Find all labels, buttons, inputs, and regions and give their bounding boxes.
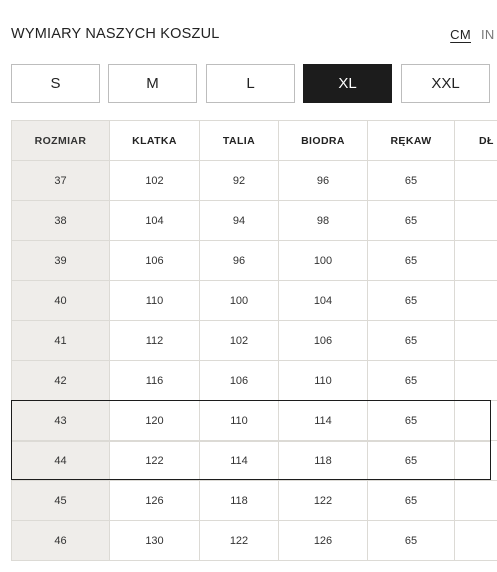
measurement-cell: 65 (368, 321, 455, 361)
size-cell: 39 (12, 241, 110, 281)
measurement-cell: 112 (110, 321, 200, 361)
measurement-cell (455, 361, 497, 401)
table-row (12, 201, 497, 241)
measurement-cell (455, 241, 497, 281)
column-header-rekaw: RĘKAW (368, 121, 455, 161)
size-cell: 38 (12, 201, 110, 241)
measurement-cell: 130 (110, 521, 200, 561)
measurement-cell: 104 (279, 281, 368, 321)
measurement-cell: 118 (200, 481, 279, 521)
measurement-cell: 100 (279, 241, 368, 281)
size-cell: 40 (12, 281, 110, 321)
measurement-cell: 96 (279, 161, 368, 201)
measurement-cell (455, 441, 497, 481)
table-header-row (12, 121, 497, 161)
measurement-cell: 65 (368, 241, 455, 281)
measurement-cell: 126 (110, 481, 200, 521)
measurement-cell (455, 521, 497, 561)
measurement-cell: 122 (110, 441, 200, 481)
size-cell: 42 (12, 361, 110, 401)
measurement-cell: 114 (279, 401, 368, 441)
measurement-cell: 102 (110, 161, 200, 201)
unit-cm-toggle[interactable]: CM (450, 27, 471, 42)
measurement-cell: 98 (279, 201, 368, 241)
table-row (12, 521, 497, 561)
measurement-cell: 122 (279, 481, 368, 521)
measurement-cell: 120 (110, 401, 200, 441)
table-row (12, 441, 497, 481)
size-table (11, 120, 497, 561)
measurement-cell: 100 (200, 281, 279, 321)
measurement-cell (455, 321, 497, 361)
measurement-cell: 126 (279, 521, 368, 561)
measurement-cell: 102 (200, 321, 279, 361)
measurement-cell: 65 (368, 401, 455, 441)
measurement-cell: 65 (368, 201, 455, 241)
measurement-cell: 114 (200, 441, 279, 481)
size-cell: 37 (12, 161, 110, 201)
measurement-cell: 65 (368, 361, 455, 401)
unit-switcher (450, 27, 497, 42)
size-button-xl[interactable]: XL (303, 64, 392, 103)
table-row (12, 281, 497, 321)
measurement-cell (455, 161, 497, 201)
table-row (12, 241, 497, 281)
measurement-cell: 106 (279, 321, 368, 361)
column-header-biodra: BIODRA (279, 121, 368, 161)
page-title: WYMIARY NASZYCH KOSZUL (11, 26, 220, 42)
table-row (12, 481, 497, 521)
measurement-cell: 106 (200, 361, 279, 401)
measurement-cell: 110 (200, 401, 279, 441)
size-cell: 41 (12, 321, 110, 361)
measurement-cell: 94 (200, 201, 279, 241)
measurement-cell: 118 (279, 441, 368, 481)
size-button-xxl[interactable]: XXL (401, 64, 490, 103)
measurement-cell (455, 201, 497, 241)
size-cell: 44 (12, 441, 110, 481)
measurement-cell (455, 481, 497, 521)
measurement-cell: 65 (368, 161, 455, 201)
measurement-cell: 92 (200, 161, 279, 201)
size-cell: 43 (12, 401, 110, 441)
measurement-cell: 122 (200, 521, 279, 561)
measurement-cell: 65 (368, 481, 455, 521)
column-header-talia: TALIA (200, 121, 279, 161)
measurement-cell: 116 (110, 361, 200, 401)
measurement-cell: 96 (200, 241, 279, 281)
size-button-m[interactable]: M (108, 64, 197, 103)
measurement-cell: 104 (110, 201, 200, 241)
measurement-cell: 65 (368, 281, 455, 321)
measurement-cell (455, 401, 497, 441)
size-button-s[interactable]: S (11, 64, 100, 103)
measurement-cell (455, 281, 497, 321)
measurement-cell: 110 (279, 361, 368, 401)
column-header-klatka: KLATKA (110, 121, 200, 161)
table-row (12, 321, 497, 361)
size-chart-header (11, 24, 497, 46)
size-cell: 45 (12, 481, 110, 521)
unit-in-toggle[interactable]: IN (481, 27, 495, 42)
table-row (12, 161, 497, 201)
table-row (12, 361, 497, 401)
measurement-cell: 65 (368, 441, 455, 481)
size-table-container[interactable] (11, 120, 497, 572)
column-header-dlugosc: DŁ (455, 121, 497, 161)
measurement-cell: 106 (110, 241, 200, 281)
column-header-rozmiar: ROZMIAR (12, 121, 110, 161)
measurement-cell: 65 (368, 521, 455, 561)
size-cell: 46 (12, 521, 110, 561)
measurement-cell: 110 (110, 281, 200, 321)
size-button-l[interactable]: L (206, 64, 295, 103)
table-row (12, 401, 497, 441)
